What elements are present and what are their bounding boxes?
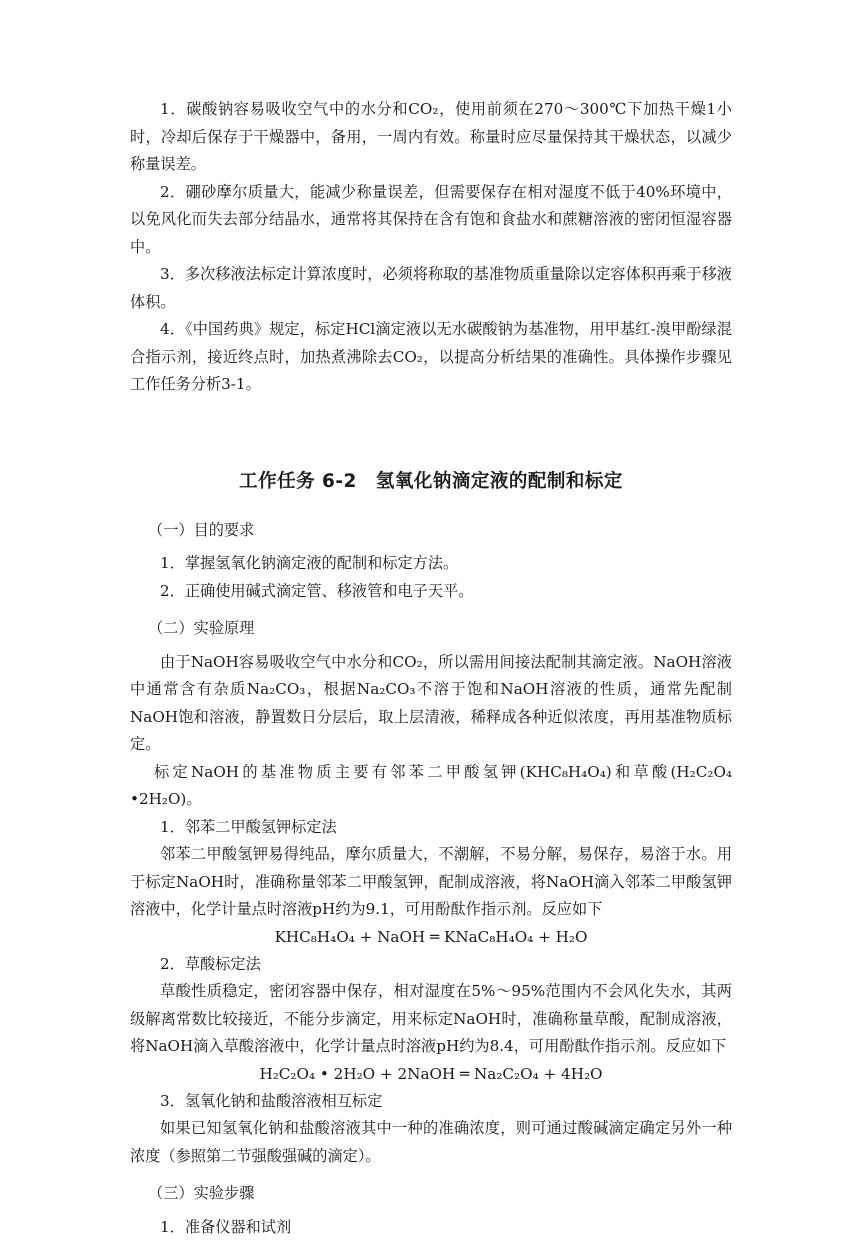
- method1-title: 1．邻苯二甲酸氢钾标定法: [130, 814, 732, 842]
- note-item: 3．多次移液法标定计算浓度时，必须将称取的基准物质重量除以定容体积再乘于移液体积。: [130, 261, 732, 316]
- method2-equation: H₂C₂O₄ • 2H₂O + 2NaOH ═ Na₂C₂O₄ + 4H₂O: [130, 1061, 732, 1088]
- document-page: [130, 96, 732, 1241]
- procedure-step: 1．准备仪器和试剂: [130, 1214, 732, 1241]
- method2-text: 草酸性质稳定，密闭容器中保存，相对湿度在5%～95%范围内不会风化失水，其两级解离常数比较接近，不能分步滴定，用来标定NaOH时，准确称量草酸，配制成溶液，将NaOH滴入草酸溶液中，化学计量点时溶液pH约为8.4，可用酚酞作指示剂。反应如下: [130, 978, 732, 1061]
- method3-text: 如果已知氢氧化钠和盐酸溶液其中一种的准确浓度，则可通过酸碱滴定确定另外一种浓度（参照第二节强酸强碱的滴定）。: [130, 1115, 732, 1170]
- note-item: 4．《中国药典》规定，标定HCl滴定液以无水碳酸钠为基准物，用甲基红-溴甲酚绿混合指示剂，接近终点时，加热煮沸除去CO₂，以提高分析结果的准确性。具体操作步骤见工作任务分析3-1。: [130, 316, 732, 399]
- section-heading-objectives: （一）目的要求: [130, 517, 732, 545]
- notes-list: [130, 96, 732, 399]
- objective-item: 2．正确使用碱式滴定管、移液管和电子天平。: [130, 578, 732, 606]
- section-heading-procedure: （三）实验步骤: [130, 1180, 732, 1208]
- standards-text: 标定NaOH的基准物质主要有邻苯二甲酸氢钾(KHC₈H₄O₄)和草酸(H₂C₂O₄ •2H₂O)。: [130, 759, 732, 814]
- method1-text: 邻苯二甲酸氢钾易得纯品，摩尔质量大，不潮解，不易分解，易保存，易溶于水。用于标定NaOH时，准确称量邻苯二甲酸氢钾，配制成溶液，将NaOH滴入邻苯二甲酸氢钾溶液中，化学计量点时溶液pH约为9.1，可用酚酞作指示剂。反应如下: [130, 841, 732, 924]
- objective-item: 1．掌握氢氧化钠滴定液的配制和标定方法。: [130, 550, 732, 578]
- principle-intro: 由于NaOH容易吸收空气中水分和CO₂，所以需用间接法配制其滴定液。NaOH溶液中通常含有杂质Na₂CO₃，根据Na₂CO₃不溶于饱和NaOH溶液的性质，通常先配制NaOH饱和溶液，静置数日分层后，取上层清液，稀释成各种近似浓度，再用基准物质标定。: [130, 649, 732, 759]
- note-item: 1．碳酸钠容易吸收空气中的水分和CO₂，使用前须在270～300℃下加热干燥1小时，冷却后保存于干燥器中，备用，一周内有效。称量时应尽量保持其干燥状态，以减少称量误差。: [130, 96, 732, 179]
- method3-title: 3．氢氧化钠和盐酸溶液相互标定: [130, 1088, 732, 1116]
- section-heading-principle: （二）实验原理: [130, 615, 732, 643]
- method2-title: 2．草酸标定法: [130, 951, 732, 979]
- task-title: 工作任务 6-2 氢氧化钠滴定液的配制和标定: [130, 467, 732, 497]
- method1-equation: KHC₈H₄O₄ + NaOH ═ KNaC₈H₄O₄ + H₂O: [130, 924, 732, 951]
- note-item: 2．硼砂摩尔质量大，能减少称量误差，但需要保存在相对湿度不低于40%环境中，以免风化而失去部分结晶水，通常将其保持在含有饱和食盐水和蔗糖溶液的密闭恒湿容器中。: [130, 179, 732, 262]
